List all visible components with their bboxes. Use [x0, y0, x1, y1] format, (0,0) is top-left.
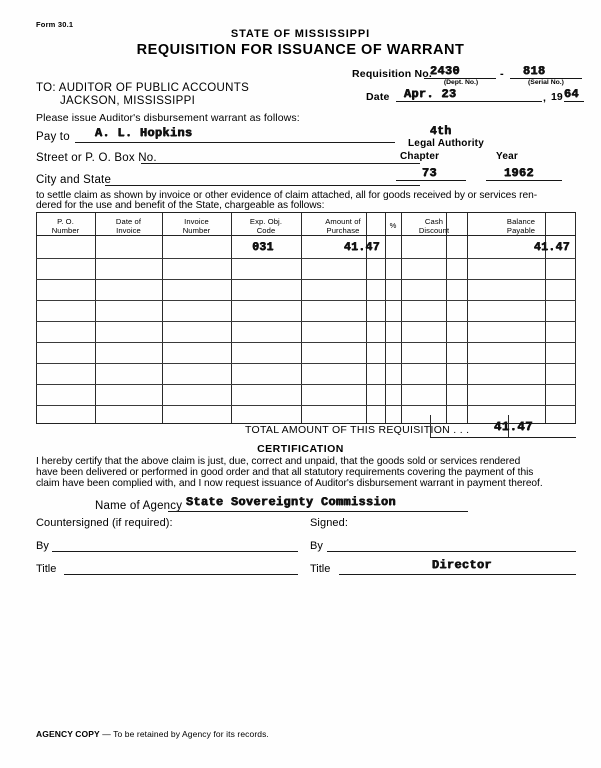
- title-right-rule[interactable]: [339, 574, 576, 575]
- form-title-main: REQUISITION FOR ISSUANCE OF WARRANT: [136, 42, 465, 58]
- countersigned-label: Countersigned (if required):: [36, 517, 173, 529]
- form-number: Form 30.1: [36, 20, 74, 29]
- by-left-label: By: [36, 540, 49, 552]
- grid-vline-left-edge: [36, 213, 37, 423]
- column-header-date-line2: Invoice: [116, 226, 141, 235]
- year-prefix: 19: [551, 91, 563, 103]
- grid-hline-5: [36, 342, 576, 343]
- column-header-expobj-line1: Exp. Obj.: [249, 217, 283, 226]
- legal-authority-chapter-label: Chapter: [400, 151, 440, 162]
- column-header-expobj-line2: Code: [256, 226, 276, 235]
- cell-balance-payable[interactable]: 41.47: [533, 241, 570, 254]
- grid-vline-right-edge: [575, 213, 576, 423]
- column-header-exp-obj-code: [231, 217, 301, 235]
- certification-line-1: I hereby certify that the above claim is just, due, correct and unpaid, that the goods sold or services rendered: [36, 456, 521, 467]
- total-box-left-border: [430, 415, 431, 437]
- column-header-amount-line1: Amount of: [325, 217, 361, 226]
- legal-authority-year-value[interactable]: 1962: [504, 166, 535, 180]
- settle-text-line-2: dered for the use and benefit of the State, chargeable as follows:: [36, 200, 325, 211]
- cell-amount-of-purchase[interactable]: 41.47: [343, 241, 380, 254]
- legal-authority-session-value[interactable]: 4th: [430, 125, 452, 138]
- total-underline: [430, 437, 576, 438]
- legal-authority-chapter-rule: [396, 180, 466, 181]
- issue-instruction: Please issue Auditor's disbursement warrant as follows:: [36, 112, 300, 124]
- by-right-rule[interactable]: [327, 551, 576, 552]
- line-items-table[interactable]: [36, 212, 576, 424]
- column-header-percent-label: %: [389, 221, 397, 230]
- grid-hline-7: [36, 384, 576, 385]
- year-value[interactable]: 64: [564, 87, 580, 101]
- grid-vline-7: [401, 213, 402, 423]
- pay-to-rule: [75, 142, 395, 143]
- legal-authority-heading: Legal Authority: [408, 138, 484, 149]
- date-label: Date: [366, 91, 390, 103]
- legal-authority-year-rule: [486, 180, 562, 181]
- column-header-date-line1: Date of: [115, 217, 142, 226]
- city-state-rule[interactable]: [105, 185, 420, 186]
- footer-note: [36, 729, 269, 739]
- year-rule: [564, 101, 584, 102]
- legal-authority-year-label: Year: [496, 151, 518, 162]
- grid-vline-2: [162, 213, 163, 423]
- column-header-invoice-line1: Invoice: [184, 217, 209, 226]
- certification-heading: CERTIFICATION: [257, 443, 344, 455]
- column-header-po-number-line1: P. O.: [57, 217, 74, 226]
- title-right-label: Title: [310, 563, 331, 575]
- title-left-label: Title: [36, 563, 57, 575]
- requisition-dept-no-value[interactable]: 2430: [430, 64, 461, 78]
- requisition-dash: -: [500, 68, 504, 80]
- requisition-no-label: Requisition No.: [352, 68, 432, 80]
- grid-hline-2: [36, 279, 576, 280]
- agency-name-rule: [168, 511, 468, 512]
- requisition-serial-no-value[interactable]: 818: [523, 64, 546, 78]
- date-value[interactable]: Apr. 23: [404, 87, 457, 101]
- requisition-serial-caption: (Serial No.): [528, 79, 564, 86]
- street-rule[interactable]: [141, 163, 420, 164]
- column-header-percent: [385, 221, 401, 230]
- column-header-date-of-invoice: [95, 217, 162, 235]
- column-header-balance-line2: Payable: [506, 226, 536, 235]
- grid-header-separator: [36, 235, 576, 236]
- column-header-cash-line1: Cash: [424, 217, 444, 226]
- column-header-amount-of-purchase: [301, 217, 385, 235]
- column-header-po-number: [36, 217, 95, 235]
- legal-authority-chapter-value[interactable]: 73: [422, 166, 438, 180]
- addressee-line-2: JACKSON, MISSISSIPPI: [60, 95, 196, 107]
- grid-hline-8: [36, 405, 576, 406]
- street-label: Street or P. O. Box No.: [36, 152, 157, 164]
- column-header-po-number-line2: Number: [51, 226, 80, 235]
- grid-vline-6: [385, 213, 386, 423]
- column-header-balance-payable: [467, 217, 575, 235]
- agency-name-value[interactable]: State Sovereignty Commission: [186, 495, 397, 509]
- date-comma: ,: [543, 92, 546, 104]
- pay-to-label: Pay to: [36, 131, 70, 143]
- total-amount-value[interactable]: 41.47: [494, 420, 534, 434]
- title-right-value[interactable]: Director: [432, 558, 493, 572]
- by-right-label: By: [310, 540, 323, 552]
- grid-hline-6: [36, 363, 576, 364]
- settle-text-line-1: to settle claim as shown by invoice or other evidence of claim attached, all for goods received by or services ren-: [36, 190, 538, 201]
- column-header-cash-discount: [401, 217, 467, 235]
- column-header-invoice-line2: Number: [182, 226, 211, 235]
- addressee-line-1: TO: AUDITOR OF PUBLIC ACCOUNTS: [36, 82, 250, 94]
- column-header-invoice-number: [162, 217, 231, 235]
- total-amount-label: TOTAL AMOUNT OF THIS REQUISITION . . .: [245, 424, 470, 436]
- grid-vline-8: [446, 213, 447, 423]
- by-left-rule[interactable]: [52, 551, 298, 552]
- grid-hline-1: [36, 258, 576, 259]
- cell-exp-obj-code[interactable]: 031: [252, 241, 274, 254]
- certification-line-3: claim have been complied with, and I now request issuance of Auditor's disbursement warrant in payment thereof.: [36, 478, 543, 489]
- grid-vline-1: [95, 213, 96, 423]
- date-rule: [396, 101, 542, 102]
- certification-line-2: have been delivered or performed in good order and that all statutory requirements covering the payment of this: [36, 467, 534, 478]
- footer-rest: — To be retained by Agency for its records.: [99, 729, 269, 739]
- footer-emphasis: AGENCY COPY: [36, 729, 100, 739]
- column-header-amount-line2: Purchase: [326, 226, 360, 235]
- grid-hline-3: [36, 300, 576, 301]
- column-header-cash-line2: Discount: [418, 226, 450, 235]
- city-state-label: City and State: [36, 174, 112, 186]
- pay-to-value[interactable]: A. L. Hopkins: [95, 126, 193, 140]
- title-left-rule[interactable]: [64, 574, 298, 575]
- grid-hline-4: [36, 321, 576, 322]
- requisition-dept-caption: (Dept. No.): [443, 79, 479, 86]
- signed-label: Signed:: [310, 517, 349, 529]
- agency-name-label: Name of Agency: [95, 500, 183, 512]
- form-title-state: STATE OF MISSISSIPPI: [230, 28, 371, 40]
- column-header-balance-line1: Balance: [506, 217, 536, 226]
